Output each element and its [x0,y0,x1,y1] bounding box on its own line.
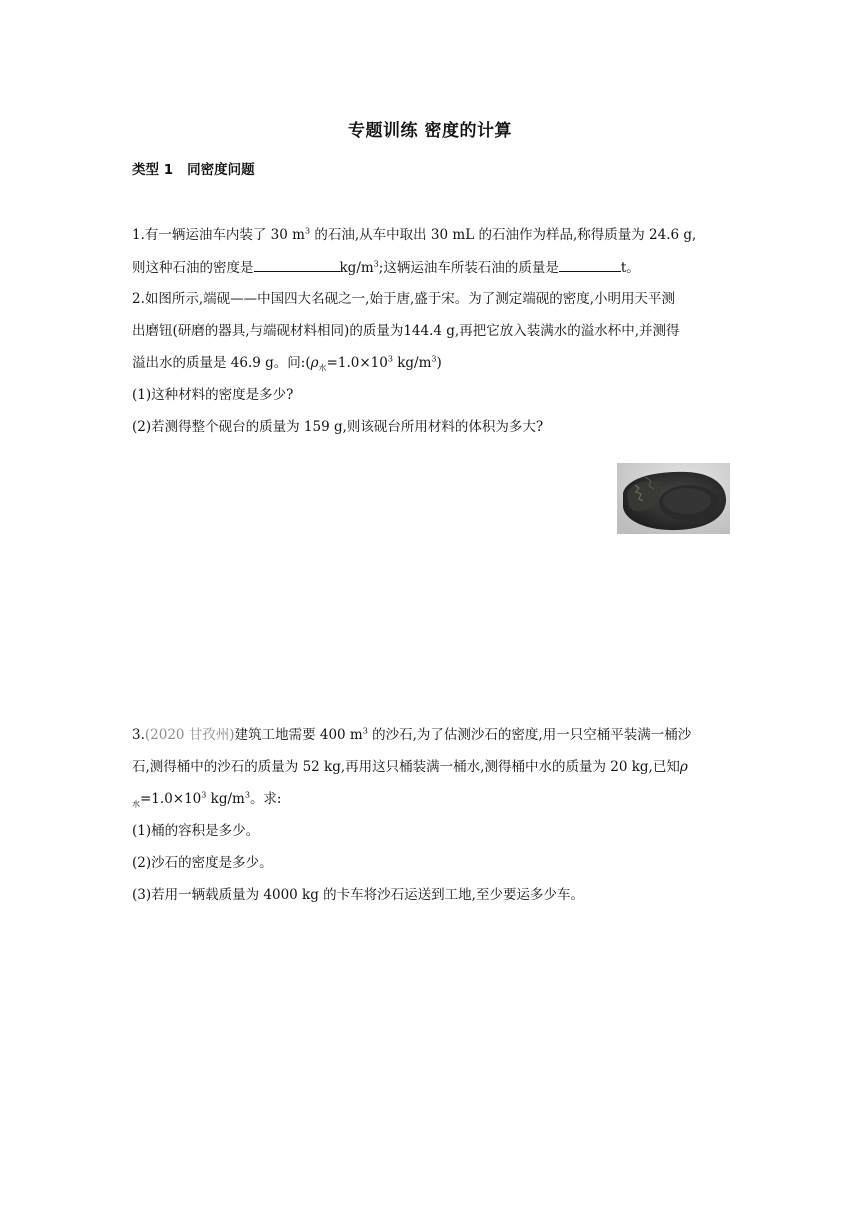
q3-subquestion-2: (2)沙石的密度是多少。 [132,855,273,871]
q2-line-3: 溢出水的质量是 46.9 g。问$:(\rho_水=1.0\times 10^3$ $kg/m^3$) [132,354,442,373]
q2-subquestion-2: (2)若测得整个砚台的质量为 159 g,则该砚台所用材料的体积为多大? [132,419,544,435]
q1-line-2: 则这种石油的密度是 $kg/m^3$;这辆运油车所装石油的质量是 t。 [132,259,640,276]
page-title: 专题训练 密度的计算 [348,121,512,141]
answer-blank-mass[interactable] [559,258,621,272]
q3-line-3: $_水=1.0\times 10^3$ $kg/m^3$。求: [132,790,282,809]
source-tag: (2020 甘孜州) [144,727,235,743]
inkstone-photo [617,463,730,534]
q2-subquestion-1: (1)这种材料的密度是多少? [132,387,294,403]
section-label: 类型 1 [132,162,174,178]
section-heading [132,158,255,178]
q3-line-1: 3.(2020 甘孜州)建筑工地需要 400 $m^3$ 的沙石,为了估测沙石的密度,用一只空桶平装满一桶沙 [132,726,692,743]
q3-subquestion-1: (1)桶的容积是多少。 [132,823,260,839]
q2-line-1: 2.如图所示,端砚——中国四大名砚之一,始于唐,盛于宋。为了测定端砚的密度,小明用天平测 [132,291,676,307]
section-name: 同密度问题 [187,162,255,178]
q3-line-2: 石,测得桶中的沙石的质量为 52 kg,再用这只桶装满一桶水,测得桶中水的质量为 20 kg,已知ρ [132,759,688,775]
q2-line-2: 出磨钮(研磨的器具,与端砚材料相同)的质量为144.4 g,再把它放入装满水的溢水杯中,并测得 [132,323,680,339]
q1-line-1: 1.有一辆运油车内装了 30 $m^3$ 的石油,从车中取出 30 mL 的石油作为样品,称得质量为 24.6 g, [132,226,697,243]
inkstone-image-icon [617,463,730,534]
q3-subquestion-3: (3)若用一辆载质量为 4000 kg 的卡车将沙石运送到工地,至少要运多少车。 [132,887,584,903]
answer-blank-density[interactable] [254,258,340,272]
